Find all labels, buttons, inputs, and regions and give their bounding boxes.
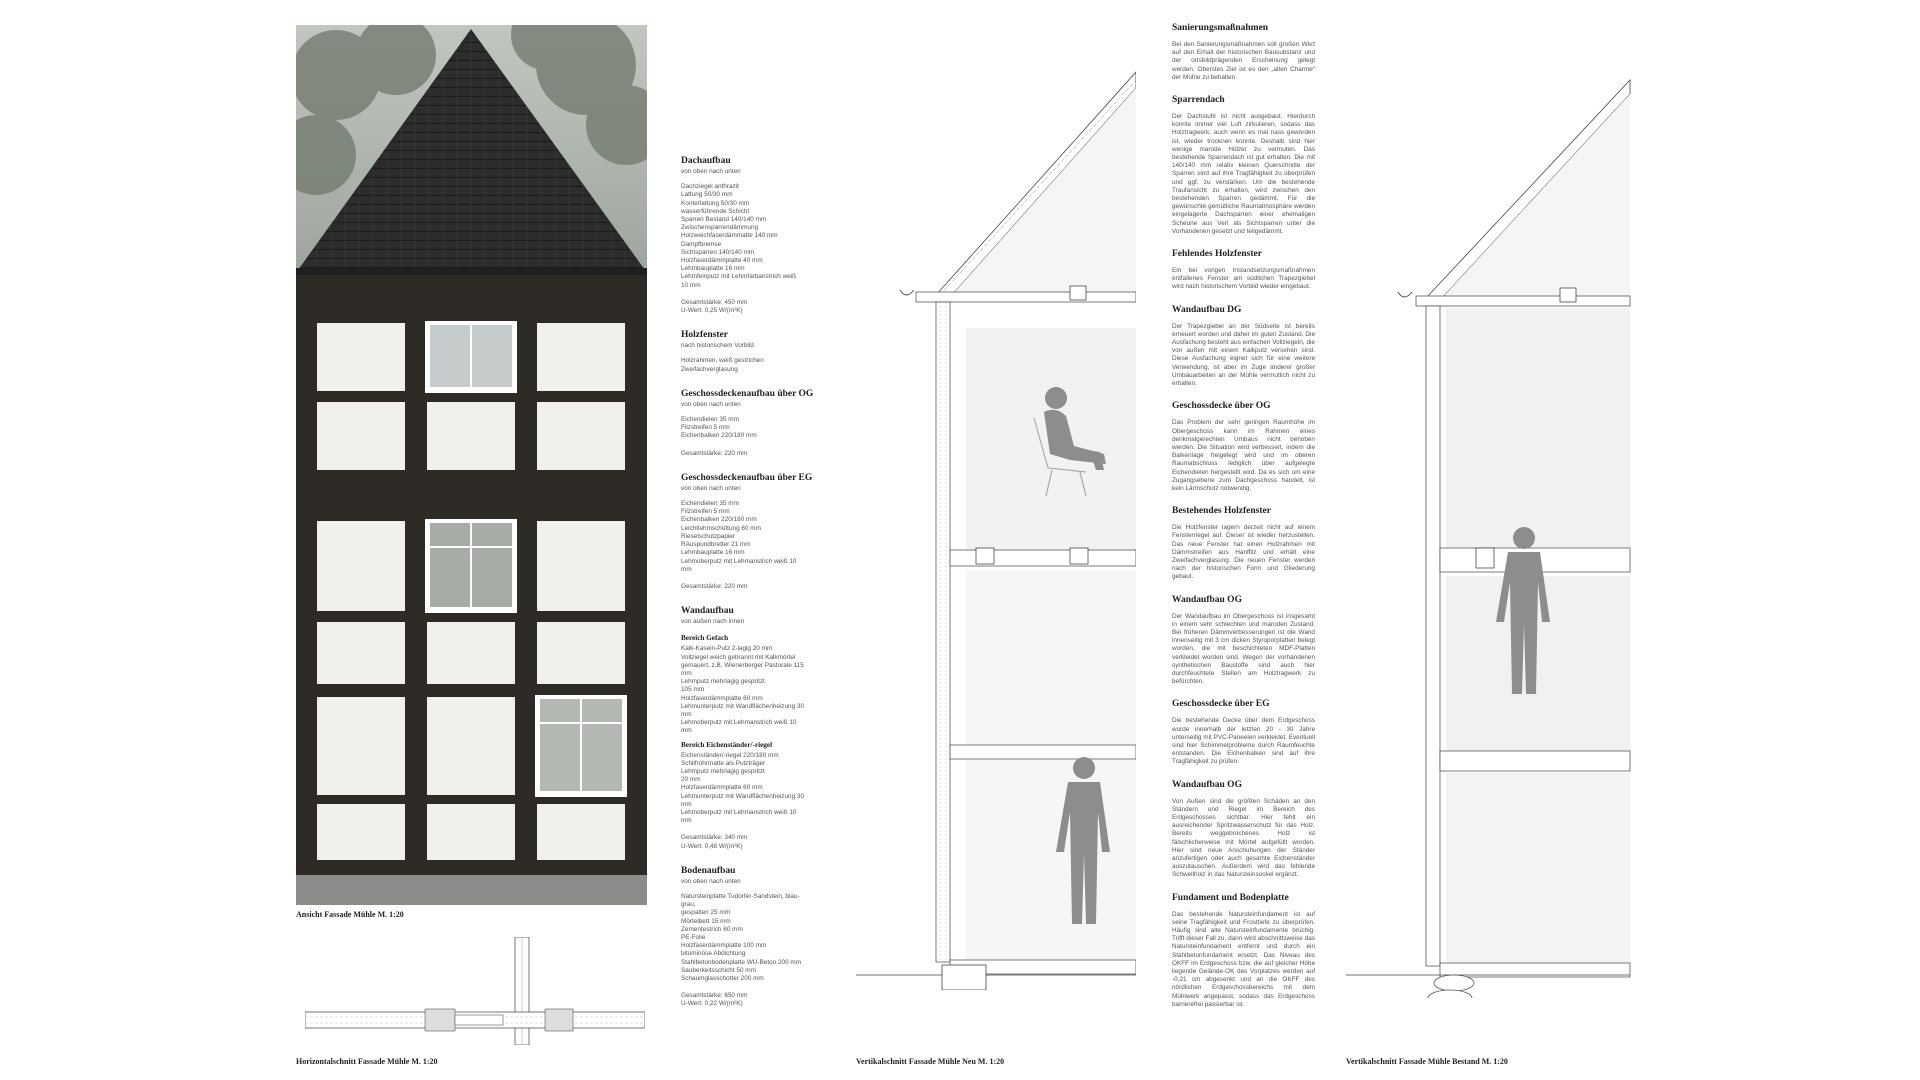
layer-line: Kalk-Kasein-Putz 2-lagig 20 mm [681, 645, 773, 653]
text-section-body: Die Holzfenster lagern derzeit nicht auf einem Fensterriegel auf. Dieser ist wieder herzustellen. Das neue Fenster hat einen Holzrahmen mit Dämmstreifen aus Hanffilz und erhält eine Zweifachverglasung. Die neuen Fenster werden nach der historischen Form und Gliederung gebaut. [1172, 524, 1315, 581]
layer-line: Stahlbetonbodenplatte WU-Beton 200 mm [681, 958, 802, 966]
layer-subtitle: nach historischem Vorbild [681, 342, 754, 350]
layer-line: Lehmoberputz mit Lehmanstrich weiß 10 [681, 719, 797, 727]
layer-totals [681, 834, 821, 850]
vertical-section-existing [1346, 78, 1631, 998]
layer-line: Natursteinplatte Tudorfer-Sandstein, blau- [681, 892, 800, 900]
layer-subtitle: von oben nach unten [681, 484, 741, 492]
layer-line: Holzfaserdämmplatte 40 mm [681, 257, 763, 265]
text-section-body: Von Außen sind die größten Schäden an den Ständern und Riegel im Bereich des Erdgeschosses sichtbar. Hier fehlt ein ausreichender Spritzwasserschutz für das Holz. Bereits weggebrochenes Holz ist fälschlicherweise mit Mörtel aufgefüllt worden. Hier sind neue Anschuhungen der Ständer anzufertigen oder auch gesamte Eichenständer auszutauschen. Außerdem wird das fehlende Schwellholz in das Natursteinsockel ergänzt. [1172, 797, 1315, 879]
text-section-body: Das bestehende Natursteinfundament ist auf seine Tragfähigkeit und Frosttiefe zu überprüfen. Häufig sind alte Natursteinfundamente brüchig. Trifft dieser Fall zu, dann wird abschnittsweise das Natursteinfundament entfernt und durch ein Stahlbetonfundament ersetzt. Das Niveau des OKFF im Erdgeschoss bzw. die auf gleicher Höhe liegende Gelände-OK des Vorplatzes werden auf -0,21 cm abgesenkt und an die OKFF des nördlichen Erdgeschossbereichs mit dem Mühlwerk angepasst, sodass das Erdgeschoss barrierefrei passierbar ist. [1172, 910, 1315, 1008]
layer-line: Leichtlehmschüttung 60 mm [681, 524, 761, 532]
layer-line: PE-Folie [681, 934, 706, 941]
horizontal-section-drawing [305, 937, 645, 1045]
text-section-title: Geschossdecke über OG [1172, 401, 1271, 412]
layer-line: Vollziegel weich gebrannt mit Kalkmörtel [681, 653, 796, 661]
text-section-title: Wandaufbau OG [1172, 594, 1242, 605]
layer-line: Dachziegel anthrazit [681, 183, 739, 191]
text-section-body: Die bestehende Decke über dem Erdgeschoss wurde innerhalb der letzten 20 - 30 Jahre unterseitig mit PVC-Paneelen verkleidet. Eventuell sind hier Schimmelprobleme durch Raumfeuchte entstanden. Die Eichenbalken sind auf ihre Tragfähigkeit zu prüfen. [1172, 717, 1315, 766]
layer-section [681, 865, 821, 1009]
text-section-body: Der Dachstuhl ist nicht ausgebaut. Hierdurch konnte immer viel Luft zirkulieren, sodass das Holztragwerk, auch wenn es mal nass geworden ist, wieder trocknen konnte. Deshalb sind hier wenige marode Hölzer zu vermuten. Das bestehende Sparrendach ist gut erhalten. Die mit 140/140 mm relativ kleinen Querschnitte der Sparren sind auf ihre Tragfähigkeit zu überprüfen und ggf. zu verstärken. Um die bestehende Traufansicht zu erhalten, wird zwischen den bestehenden Sparren gedämmt. Für die gewünschte gemütliche Raumatmosphäre werden eingelagerte Dachsparren einer ehemaligen Scheune aus Verl als Sichtsparren unter die Vorhandenen gesetzt und teilgedämmt. [1172, 113, 1315, 235]
layer-total: U-Wert: 0,22 W/(m²K) [681, 1000, 743, 1008]
layer-lines [681, 357, 821, 373]
layer-line: gespalten 25 mm [681, 909, 731, 917]
layer-line: Lehmunterputz mit Wandflächenheizung 30 [681, 702, 805, 710]
renovation-text-column [1172, 22, 1315, 1021]
text-section-title: Sanierungsmaßnahmen [1172, 23, 1269, 33]
layer-line: Holzfaserdämmplatte 100 mm [681, 942, 767, 950]
layer-line: Eichendielen 35 mm [681, 500, 739, 508]
layer-title: Dachaufbau [681, 156, 731, 166]
eaves-board [296, 268, 647, 275]
text-section-title: Fundament und Bodenplatte [1172, 892, 1289, 903]
caption-facade: Ansicht Fassade Mühle M. 1:20 [296, 910, 404, 919]
layer-total: Gesamtstärke: 650 mm [681, 992, 748, 1000]
layer-line: Holzfaserdämmplatte 60 mm [681, 694, 763, 702]
layer-section [681, 388, 821, 458]
layer-line: Sichtsparren 140/140 mm [681, 248, 755, 256]
layer-line: Schilfrohrmatte als Putzträger [681, 759, 766, 767]
layer-line: 105 mm [681, 686, 705, 694]
layer-line: Holzrahmen, weiß gestrichen [681, 357, 764, 365]
layer-lines [681, 645, 821, 735]
layer-total: Gesamtstärke: 220 mm [681, 449, 748, 457]
layer-line: Lehmputz mehrlagig gespritzt [681, 767, 765, 775]
text-section-title: Bestehendes Holzfenster [1172, 506, 1271, 517]
layer-line: Lattung 50/30 mm [681, 191, 733, 199]
layer-line: Lehmbauplatte 16 mm [681, 265, 745, 273]
layer-line: mm [681, 727, 692, 735]
layer-line: Eichendielen 35 mm [681, 416, 739, 424]
layer-subtitle: von oben nach unten [681, 168, 741, 175]
layer-line: Holzweichfaserdämmatte 140 mm [681, 232, 778, 240]
facade-drawing [296, 25, 647, 905]
layer-totals [681, 992, 821, 1008]
layer-line: Filzstreifen 5 mm [681, 424, 730, 432]
stone-plinth [296, 875, 647, 905]
layer-line: Lehmputz mehrlagig gespritzt [681, 678, 765, 686]
layer-line: Rieselschutzpapier [681, 532, 735, 540]
layer-total: U-Wert: 0,25 W/(m²K) [681, 307, 743, 315]
layer-group-title: Bereich Gefach [681, 634, 729, 643]
layer-section [681, 155, 821, 315]
layer-line: grau, [681, 901, 696, 909]
text-section-body: Der Trapezgiebel an der Südseite ist bereits erneuert worden und daher im guten Zustand. Die Ausfachung besteht aus einfachen Vollziegeln, die von außen mit einem Kalkputz versehen sind. Diese Ausfachung eignet sich für eine weitere Verwendung, ist aber im Zuge anderer großer Umbauarbeiten an der Mühle vermutlich nicht zu erhalten. [1172, 322, 1315, 388]
layer-totals [681, 583, 821, 591]
layer-subtitle: von außen nach innen [681, 618, 745, 626]
layer-line: mm [681, 565, 692, 573]
layer-line: 20 mm [681, 776, 701, 784]
layer-line: mm [681, 800, 692, 808]
layer-total: Gesamtstärke: 450 mm [681, 298, 748, 306]
window-middle [425, 519, 517, 613]
layer-line: 10 mm [681, 281, 701, 289]
layer-section [681, 329, 821, 374]
layer-line: Lehmoberputz mit Lehmanstrich weiß 10 [681, 557, 797, 565]
layer-title: Wandaufbau [681, 606, 734, 617]
horizontal-section [305, 937, 645, 1045]
vertical-section-existing-drawing [1346, 78, 1631, 998]
layer-title: Geschossdeckenaufbau über EG [681, 472, 813, 483]
layer-line: Lehmbauplatte 16 mm [681, 549, 745, 557]
spacer [681, 441, 821, 450]
layer-line: Mörtelbett 15 mm [681, 917, 731, 925]
layer-totals [681, 299, 821, 315]
facade-elevation [296, 25, 647, 905]
text-section-body: Das Problem der sehr geringen Raumhöhe im Obergeschoss kann im Rahmen eines denkmalgerechten Umbaus nicht behoben werden. Die Situation wird verbessert, indem die Balkenlage freigelegt wird und im oberen Raumabschluss lediglich über aufgelegte Eichendielen hergestellt wird. Da es sich um eine Zugangsebene zum Dachgeschoss handelt, ist kein Lärmschutz notwendig. [1172, 419, 1315, 492]
layer-total: U-Wert: 0,48 W/(m²K) [681, 842, 743, 850]
text-section-body: Ein bei vorigen Instandsetzungsmaßnahmen entfallenes Fenster am südlichen Trapezgiebel wird nach historischem Vorbild wieder eingebaut. [1172, 267, 1315, 291]
layer-line: Konterlattung 50/30 mm [681, 199, 750, 207]
layer-lines [681, 416, 821, 441]
layer-line: mm [681, 669, 692, 677]
text-section-title: Sparrendach [1172, 95, 1225, 106]
layer-lines [681, 500, 821, 574]
layer-line: mm [681, 817, 692, 825]
layer-line: Schaumglasschotter 200 mm [681, 975, 764, 983]
layer-title: Bodenaufbau [681, 865, 736, 876]
layer-line: Dampfbremse [681, 240, 722, 248]
layer-line: Eichenbalken 220/180 mm [681, 516, 757, 524]
layer-line: Eichenständer/-riegel 220/180 mm [681, 751, 779, 759]
layer-title: Geschossdeckenaufbau über OG [681, 388, 814, 399]
layer-totals [681, 450, 821, 458]
layer-line: Zementestrich 60 mm [681, 925, 743, 933]
layer-line: bituminöse Abdichtung [681, 950, 746, 958]
spacer [681, 825, 821, 834]
layer-subtitle: von oben nach unten [681, 877, 741, 885]
text-section-title: Fehlendes Holzfenster [1172, 249, 1262, 260]
text-section-title: Wandaufbau OG [1172, 779, 1242, 790]
vertical-section-new-drawing [856, 70, 1136, 990]
window-upper [425, 321, 517, 393]
layer-section [681, 472, 821, 591]
layer-total: Gesamtstärke: 220 mm [681, 582, 748, 590]
layer-line: Zwischensparrendämmung [681, 224, 759, 232]
text-section-body: Bei den Sanierungsmaßnahmen soll großen Wert auf den Erhalt der historischen Bausubstanz und der ortsbildprägenden Erscheinung gelegt werden. Oberstes Ziel ist es den „alten Charme“ der Mühle zu behalten. [1172, 41, 1315, 81]
caption-vertical-old: Vertikalschnitt Fassade Mühle Bestand M. 1:20 [1346, 1057, 1508, 1066]
stone-foundation [1428, 975, 1474, 998]
window-lower [535, 695, 627, 797]
layer-line: mm [681, 710, 692, 718]
spacer [681, 983, 821, 992]
layer-subtitle: von oben nach unten [681, 400, 741, 408]
layer-lines [681, 183, 821, 290]
layer-line: Zweifachverglasung [681, 365, 738, 373]
layer-line: Sauberkeitsschicht 50 mm [681, 966, 756, 974]
layer-title: Holzfenster [681, 330, 728, 341]
layer-total: Gesamtstärke: 340 mm [681, 834, 748, 842]
layer-group-title: Bereich Eichenständer/-riegel [681, 740, 773, 749]
vertical-section-new [856, 70, 1136, 990]
text-section-title: Geschossdecke über EG [1172, 699, 1270, 710]
layer-lines [681, 893, 821, 983]
layer-line: Filzstreifen 5 mm [681, 508, 730, 516]
layer-build-up-column [681, 155, 821, 1023]
layer-line: Lehmoberputz mit Lehmanstrich weiß 10 [681, 808, 797, 816]
layer-line: wasserführende Schicht [681, 207, 750, 215]
layer-line: Eichenbalken 220/180 mm [681, 432, 757, 440]
text-section-body: Der Wandaufbau im Obergeschoss ist insgesamt in einem sehr schlechten und maroden Zustand. Bei früheren Dämmverbesserungen ist die Wand innenseitig mit 3 cm dicken Styroporplatten belegt worden, die mit beschichteten MDF-Platten verkleidet worden sind. Wegen der vorhandenen synthetischen Baustoffe sind auch hier durchfeuchtete Stellen am Holztragwerk zu befürchten. [1172, 612, 1315, 686]
layer-line: Lehmfeinputz mit Lehmfarbanstrich weiß [681, 273, 797, 281]
layer-section [681, 605, 821, 851]
layer-line: gemauert, z.B. Wienerberger Pastorale 115 [681, 661, 804, 669]
layer-lines [681, 752, 821, 826]
layer-line: RAuspundbretter 21 mm [681, 541, 751, 549]
spacer [681, 290, 821, 299]
text-section-title: Wandaufbau DG [1172, 304, 1242, 315]
spacer [681, 574, 821, 583]
layer-line: Sparren Bestand 140/140 mm [681, 216, 767, 224]
caption-horizontal: Horizontalschnitt Fassade Mühle M. 1:20 [296, 1057, 438, 1066]
layer-line: Lehmunterputz mit Wandflächenheizung 30 [681, 792, 805, 800]
caption-vertical-new: Vertikalschnitt Fassade Mühle Neu M. 1:20 [856, 1057, 1005, 1066]
layer-line: Holzfaserdämmplatte 60 mm [681, 784, 763, 792]
